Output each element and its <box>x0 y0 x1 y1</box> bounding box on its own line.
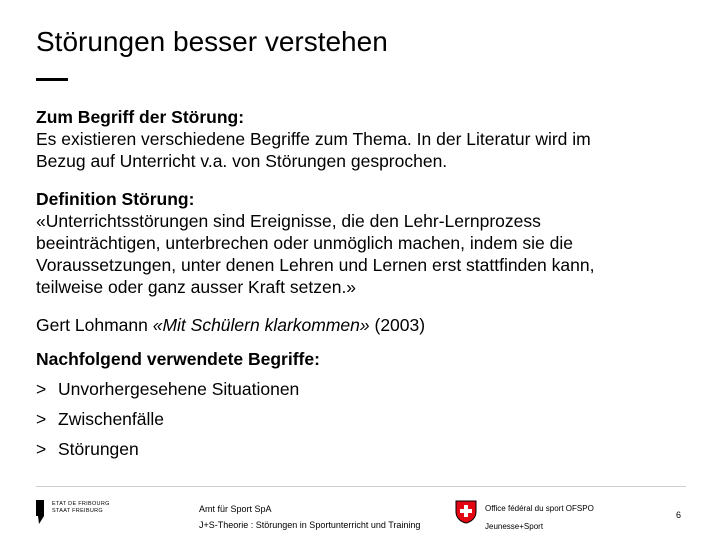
swiss-shield-icon <box>455 500 477 524</box>
source-citation <box>36 314 696 336</box>
slide-body <box>36 106 696 460</box>
source-book-title: «Mit Schülern klarkommen» <box>152 315 370 335</box>
list-item <box>36 438 696 460</box>
list-marker: > <box>36 379 47 399</box>
source-author: Gert Lohmann <box>36 315 153 335</box>
federal-program: Jeunesse+Sport <box>485 522 544 531</box>
footer-divider <box>36 486 686 487</box>
begriff-heading: Zum Begriff der Störung: <box>36 107 245 127</box>
list-marker: > <box>36 409 47 429</box>
page-title: Störungen besser verstehen <box>36 26 388 57</box>
title-underline <box>36 78 68 81</box>
definition-line: teilweise oder ganz ausser Kraft setzen.» <box>36 277 357 297</box>
fribourg-logo-icon <box>36 500 44 524</box>
begriff-text-line: Bezug auf Unterricht v.a. von Störungen gesprochen. <box>36 151 448 171</box>
list-item-label: Unvorhergesehene Situationen <box>58 379 300 399</box>
footer-course-title: J+S-Theorie : Störungen in Sportunterricht und Training <box>199 520 421 530</box>
list-marker: > <box>36 439 47 459</box>
definition-line: beeinträchtigen, unterbrechen oder unmöglich machen, indem sie die <box>36 233 573 253</box>
list-item-label: Zwischenfälle <box>58 409 165 429</box>
footer-org-name: Amt für Sport SpA <box>199 504 272 514</box>
list-item <box>36 408 696 430</box>
federal-office: Office fédéral du sport OFSPO <box>485 504 594 513</box>
definition-heading: Definition Störung: <box>36 189 195 209</box>
source-year: (2003) <box>369 315 426 335</box>
definition-line: Voraussetzungen, unter denen Lehren und Lernen erst stattfinden kann, <box>36 255 595 275</box>
definition-line: «Unterrichtsstörungen sind Ereignisse, die den Lehr-Lernprozess <box>36 211 541 231</box>
list-item-label: Störungen <box>58 439 139 459</box>
logo-line: ETAT DE FRIBOURG <box>52 501 110 507</box>
list-item <box>36 378 696 400</box>
fribourg-logo-text <box>52 501 110 515</box>
page-number: 6 <box>676 510 682 520</box>
begriff-text-line: Es existieren verschiedene Begriffe zum Thema. In der Literatur wird im <box>36 129 591 149</box>
terms-heading: Nachfolgend verwendete Begriffe: <box>36 349 320 369</box>
footer-org <box>199 501 420 533</box>
footer-federal <box>485 500 594 536</box>
logo-line: STAAT FREIBURG <box>52 508 103 514</box>
